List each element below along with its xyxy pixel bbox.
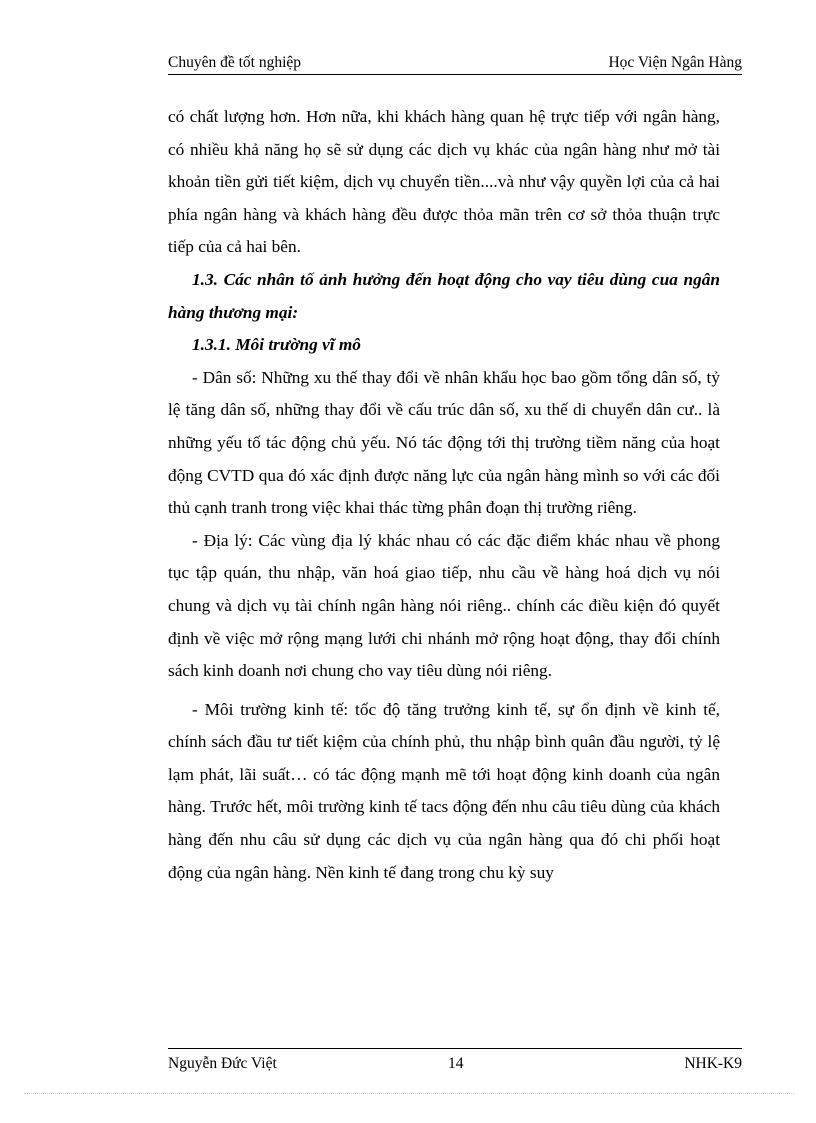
- subsection-heading-1-3-1: 1.3.1. Môi trường vĩ mô: [192, 335, 361, 355]
- footer-page-number: 14: [448, 1055, 464, 1072]
- paragraph-population: - Dân số: Những xu thế thay đổi về nhân khẩu học bao gồm tổng dân số, tỷ lệ tăng dân số, những thay đổi về cấu trúc dân số, xu thế di chuyển dân cư.. là những yếu tố tác động chủ yếu. Nó tác động tới thị trường tiềm năng của hoạt động CVTD qua đó xác định được năng lực của ngân hàng mình so với các đối thủ cạnh tranh trong việc khai thác từng phân đoạn thị trường riêng.: [168, 367, 720, 518]
- page-header: [168, 52, 742, 75]
- header-institution: Học Viện Ngân Hàng: [608, 54, 742, 71]
- page-bottom-edge: [24, 1093, 794, 1094]
- paragraph-geography: - Địa lý: Các vùng địa lý khác nhau có các đặc điểm khác nhau về phong tục tập quán, thu nhập, văn hoá giao tiếp, nhu cầu về hàng hoá dịch vụ nói chung và dịch vụ tài chính ngân hàng nói riêng.. chính các điều kiện đó quyết định về việc mở rộng mạng lưới chi nhánh mở rộng hoạt động, thay đổi chính sách kinh doanh nơi chung cho vay tiêu dùng nói riêng.: [168, 530, 720, 681]
- section-heading-1-3: 1.3. Các nhân tố ảnh hưởng đến hoạt động cho vay tiêu dùng cua ngân hàng thương mại:: [168, 269, 720, 322]
- paragraph-continuation: có chất lượng hơn. Hơn nữa, khi khách hàng quan hệ trực tiếp với ngân hàng, có nhiều khả năng họ sẽ sử dụng các dịch vụ khác của ngân hàng như mở tài khoản tiền gửi tiết kiệm, dịch vụ chuyển tiền....và như vậy quyền lợi của cả hai phía ngân hàng và khách hàng đều được thỏa mãn trên cơ sở thỏa thuận trực tiếp của cả hai bên.: [168, 107, 720, 257]
- document-body: [168, 101, 720, 889]
- page-footer: [168, 1048, 742, 1075]
- footer-author: Nguyễn Đức Việt: [168, 1055, 277, 1072]
- header-document-type: Chuyên đề tốt nghiệp: [168, 54, 302, 71]
- paragraph-economy: - Môi trường kinh tế: tốc độ tăng trưởng kinh tế, sự ổn định về kinh tế, chính sách đầu tư tiết kiệm của chính phủ, thu nhập bình quân đầu người, tỷ lệ lạm phát, lãi suất… có tác động mạnh mẽ tới hoạt động kinh doanh của ngân hàng. Trước hết, môi trường kinh tế tacs động đến nhu câu tiêu dùng của khách hàng đến nhu câu sử dụng các dịch vụ của ngân hàng qua đó chi phối hoạt động của ngân hàng. Nền kinh tế đang trong chu kỳ suy: [168, 699, 720, 882]
- footer-class-code: NHK-K9: [684, 1055, 742, 1072]
